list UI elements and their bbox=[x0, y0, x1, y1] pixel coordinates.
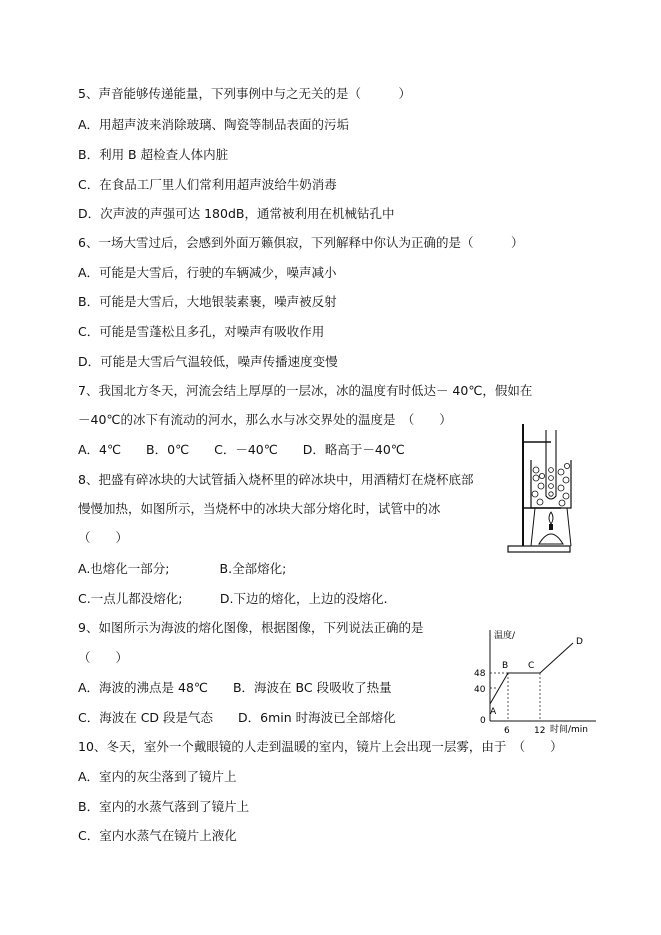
q8-stem-line-1: 8、把盛有碎冰块的大试管插入烧杯里的碎冰块中，用酒精灯在烧杯底部 bbox=[78, 472, 474, 487]
q7-options: A．4℃ B．0℃ C．－40℃ D．略高于－40℃ bbox=[78, 442, 405, 457]
graph-point-a: A bbox=[490, 707, 497, 717]
graph-xtick-6: 6 bbox=[504, 726, 510, 736]
q5-option-a: A．用超声波来消除玻璃、陶瓷等制品表面的污垢 bbox=[78, 117, 350, 132]
graph-ytick-40: 40 bbox=[474, 685, 486, 695]
q9-options-line-2: C．海波在 CD 段是气态 D．6min 时海波已全部熔化 bbox=[78, 710, 396, 725]
graph-xtick-12: 12 bbox=[534, 726, 546, 736]
graph-xtick-0: 0 bbox=[480, 716, 486, 726]
graph-point-b: B bbox=[502, 661, 509, 671]
q5-option-b: B．利用 B 超检查人体内脏 bbox=[78, 147, 229, 162]
q7-stem-line-1: 7、我国北方冬天，河流会结上厚厚的一层冰，冰的温度有时低达－ 40℃，假如在 bbox=[78, 383, 533, 398]
graph-ytick-48: 48 bbox=[474, 669, 486, 679]
q8-stem-line-3: （ ） bbox=[78, 530, 129, 545]
q5-option-c: C．在食品工厂里人们常利用超声波给牛奶消毒 bbox=[78, 177, 337, 192]
q10-option-b: B．室内的水蒸气落到了镜片上 bbox=[78, 799, 250, 814]
q6-stem: 6、一场大雪过后，会感到外面万籁俱寂，下列解释中你认为正确的是（ ） bbox=[78, 235, 524, 250]
q9-options-line-1: A．海波的沸点是 48℃ B．海波在 BC 段吸收了热量 bbox=[78, 680, 392, 695]
q8-options-line-1: A.也熔化一部分; B.全部熔化; bbox=[78, 561, 287, 576]
q6-option-d: D．可能是大雪后气温较低，噪声传播速度变慢 bbox=[78, 354, 338, 369]
q6-option-b: B．可能是大雪后，大地银装素裹，噪声被反射 bbox=[78, 294, 337, 309]
q10-option-c: C．室内水蒸气在镜片上液化 bbox=[78, 828, 237, 843]
q6-option-c: C．可能是雪蓬松且多孔，对噪声有吸收作用 bbox=[78, 324, 325, 339]
melting-graph-figure bbox=[470, 626, 600, 738]
q5-stem: 5、声音能够传递能量，下列事例中与之无关的是（ ） bbox=[78, 86, 411, 101]
melting-apparatus-figure bbox=[505, 420, 585, 560]
graph-xlabel: 时间/min bbox=[550, 725, 589, 735]
q8-stem-line-2: 慢慢加热，如图所示，当烧杯中的冰块大部分熔化时，试管中的冰 bbox=[78, 501, 441, 516]
graph-point-d: D bbox=[576, 637, 583, 647]
q10-option-a: A．室内的灰尘落到了镜片上 bbox=[78, 769, 237, 784]
q8-options-line-2: C.一点儿都没熔化; D.下边的熔化，上边的没熔化. bbox=[78, 591, 388, 606]
graph-ylabel: 温度/ bbox=[494, 631, 516, 641]
q10-stem: 10、冬天，室外一个戴眼镜的人走到温暖的室内，镜片上会出现一层雾，由于 （ ） bbox=[78, 739, 563, 754]
q9-stem-line-2: （ ） bbox=[78, 650, 129, 665]
q7-stem-line-2: －40℃的冰下有流动的河水，那么水与冰交界处的温度是 （ ） bbox=[78, 412, 452, 427]
graph-point-c: C bbox=[528, 661, 535, 671]
q9-stem-line-1: 9、如图所示为海波的熔化图像，根据图像，下列说法正确的是 bbox=[78, 620, 424, 635]
q5-option-d: D．次声波的声强可达 180dB，通常被利用在机械钻孔中 bbox=[78, 206, 395, 221]
q6-option-a: A．可能是大雪后，行驶的车辆减少，噪声减小 bbox=[78, 265, 337, 280]
